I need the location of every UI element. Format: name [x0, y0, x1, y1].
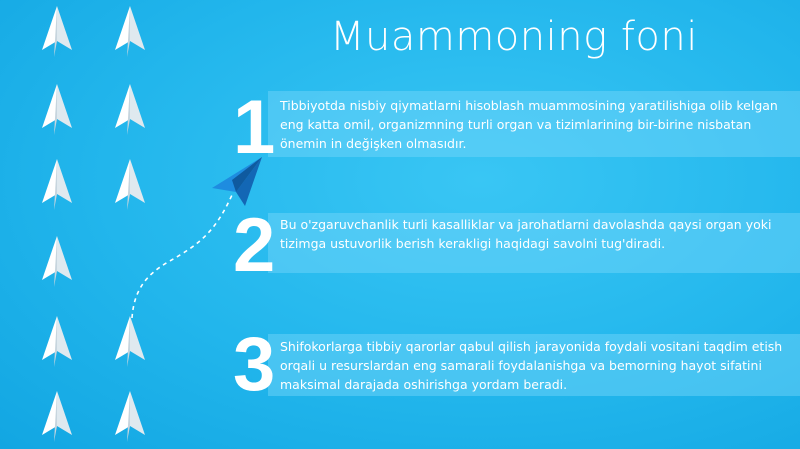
point-2-number: 2 — [233, 203, 276, 288]
point-3-text: Shifokorlarga tibbiy qarorlar qabul qilish jarayonida foydali vositani taqdim etish orqali u resurslardan eng samarali foydalanishga va bemorning hayot sifatini maksimal darajada oshirishga yordam beradi. — [280, 339, 783, 392]
paper-plane-icon — [115, 84, 145, 135]
point-1-number: 1 — [233, 85, 276, 170]
slide-title: Muammoning foni — [330, 14, 698, 60]
paper-plane-icon — [115, 6, 145, 57]
paper-plane-icon — [115, 391, 145, 442]
paper-plane-icon — [42, 316, 72, 367]
paper-plane-icon — [42, 84, 72, 135]
dashed-flight-path — [132, 195, 232, 318]
paper-plane-icon — [115, 159, 145, 210]
point-2-text: Bu o'zgaruvchanlik turli kasalliklar va jarohatlarni davolashda qaysi organ yoki tizimga ustuvorlik berish kerakligi haqidagi savolni tug'diradi. — [280, 217, 772, 251]
paper-plane-icon — [115, 316, 145, 367]
paper-plane-icon — [42, 159, 72, 210]
point-3-number: 3 — [233, 322, 276, 407]
paper-plane-icon — [42, 6, 72, 57]
paper-plane-icon — [42, 391, 72, 442]
point-1-text: Tibbiyotda nisbiy qiymatlarni hisoblash muammosining yaratilishiga olib kelgan eng katta omil, organizmning turli organ va tizimlarining bir-birine nisbatan önemin in değişken olmasıdır. — [280, 98, 778, 151]
paper-plane-icon — [42, 236, 72, 287]
